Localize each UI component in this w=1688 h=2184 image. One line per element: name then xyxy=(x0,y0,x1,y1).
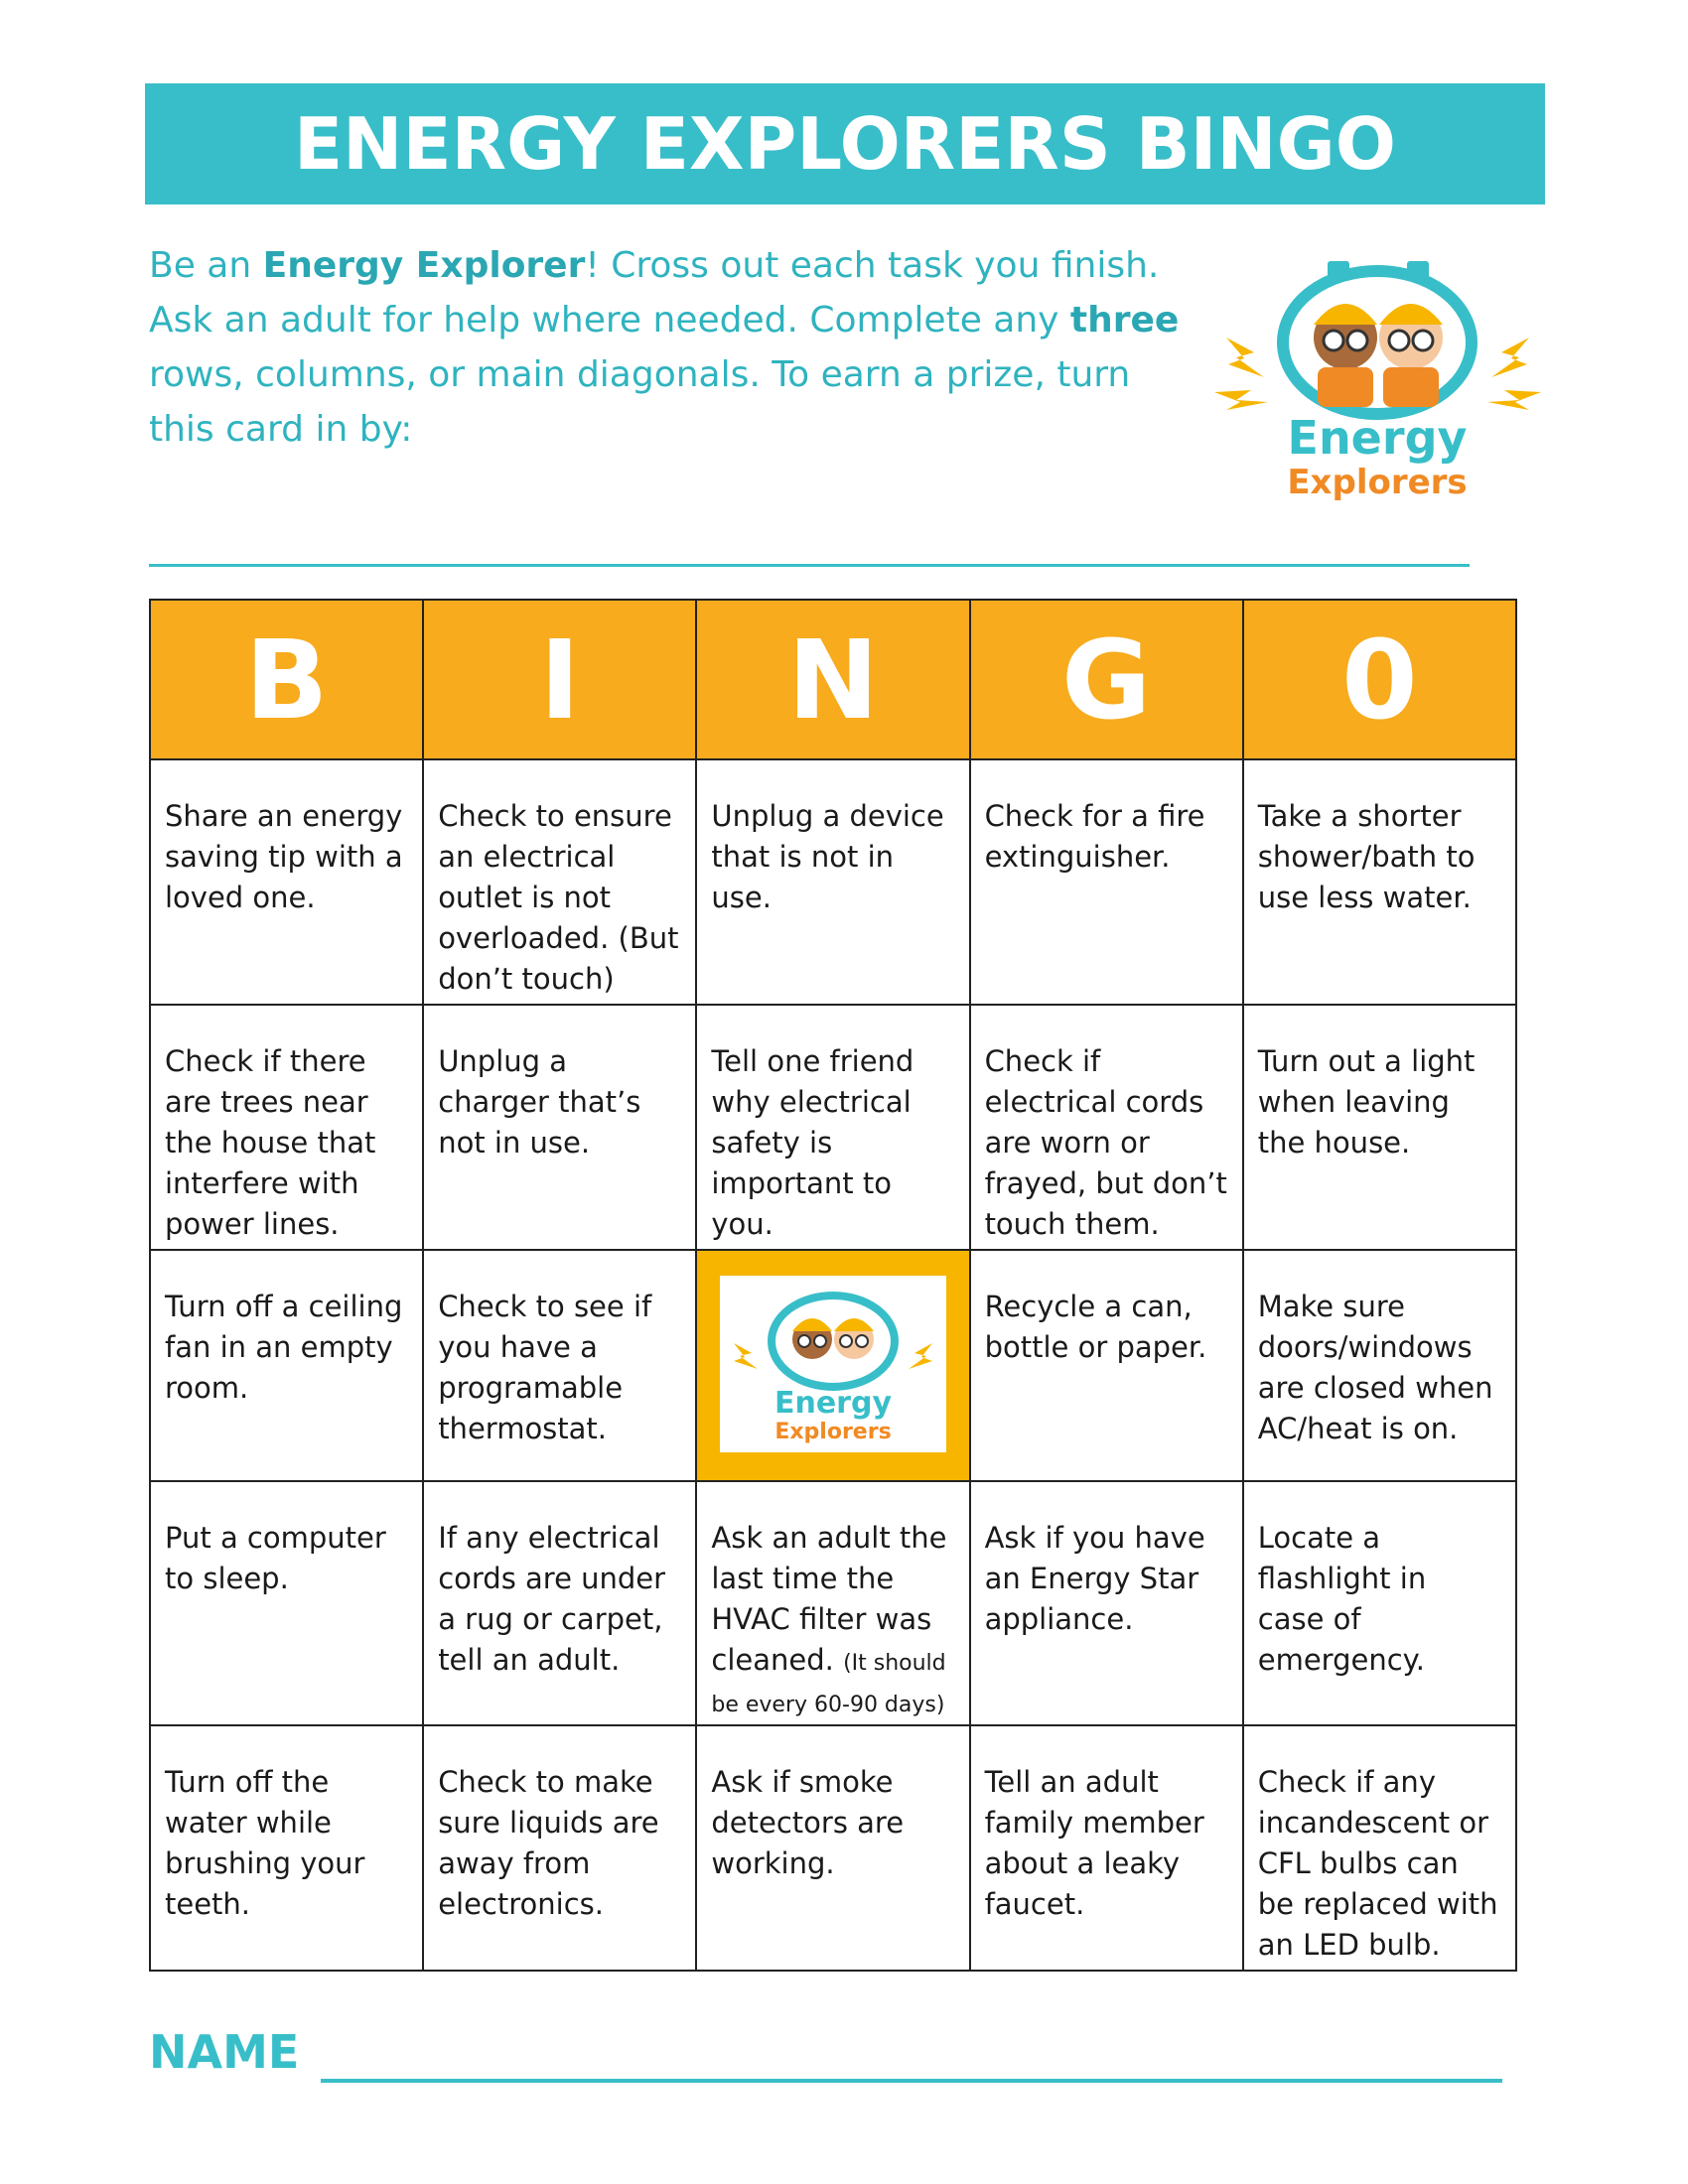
bingo-cell[interactable] xyxy=(696,1005,969,1250)
cell-text: Check to see if you have a programable thermostat. xyxy=(438,1289,652,1445)
bingo-row xyxy=(150,1725,1516,1971)
cell-text xyxy=(697,1482,968,1723)
bingo-cell[interactable] xyxy=(970,1481,1243,1726)
logo-word-energy: Energy xyxy=(1287,411,1468,465)
header-letter-g: G xyxy=(970,600,1243,759)
cell-text: Share an energy saving tip with a loved one. xyxy=(165,799,403,915)
bingo-cell[interactable] xyxy=(696,1481,969,1726)
cell-text: Check if there are trees near the house that interfere with power lines. xyxy=(165,1044,376,1242)
cell-text: Take a shorter shower/bath to use less water. xyxy=(1257,799,1476,915)
cell-text: Locate a flashlight in case of emergency. xyxy=(1257,1520,1427,1677)
bingo-card xyxy=(149,599,1517,1972)
cell-text: Check for a fire extinguisher. xyxy=(984,799,1205,875)
free-space-cell xyxy=(696,1250,969,1481)
free-space-logo xyxy=(720,1276,946,1452)
bingo-cell[interactable] xyxy=(696,1725,969,1971)
bingo-cell[interactable] xyxy=(423,1481,696,1726)
bingo-cell[interactable] xyxy=(423,1725,696,1971)
bingo-cell[interactable] xyxy=(970,759,1243,1005)
cell-text: Ask if you have an Energy Star appliance. xyxy=(984,1520,1205,1636)
name-label: NAME xyxy=(149,2025,300,2079)
title-banner xyxy=(145,83,1545,205)
cell-text: If any electrical cords are under a rug or carpet, tell an adult. xyxy=(438,1520,666,1677)
instructions xyxy=(149,238,1192,457)
bingo-cell[interactable] xyxy=(423,1005,696,1250)
header-letter-n: N xyxy=(696,600,969,759)
bingo-cell[interactable] xyxy=(1243,1250,1516,1481)
header-letter-o: 0 xyxy=(1243,600,1516,759)
intro-text-3: rows, columns, or main diagonals. To earn a prize, turn this card in by: xyxy=(149,354,1131,450)
bingo-row xyxy=(150,1250,1516,1481)
bingo-row xyxy=(150,1481,1516,1726)
bingo-cell[interactable] xyxy=(150,1250,423,1481)
cell-text: Recycle a can, bottle or paper. xyxy=(984,1289,1207,1364)
bingo-cell[interactable] xyxy=(423,759,696,1005)
bingo-row xyxy=(150,759,1516,1005)
cell-text: Make sure doors/windows are closed when AC/heat is on. xyxy=(1257,1289,1493,1445)
logo-word-explorers: Explorers xyxy=(1287,463,1468,502)
cell-text: Unplug a device that is not in use. xyxy=(711,799,944,915)
bingo-cell[interactable] xyxy=(150,759,423,1005)
cell-text: Unplug a charger that’s not in use. xyxy=(438,1044,641,1160)
bingo-cell[interactable] xyxy=(970,1725,1243,1971)
bingo-cell[interactable] xyxy=(1243,759,1516,1005)
cell-text: Check if any incandescent or CFL bulbs can be replaced with an LED bulb. xyxy=(1257,1765,1498,1963)
free-logo-word-explorers: Explorers xyxy=(774,1420,892,1445)
cell-text: Tell one friend why electrical safety is important to you. xyxy=(711,1044,914,1242)
free-logo-word-energy: Energy xyxy=(774,1386,892,1422)
cell-text: Check to ensure an electrical outlet is not overloaded. (But don’t touch) xyxy=(438,799,679,997)
cell-text: Check to make sure liquids are away from electronics. xyxy=(438,1765,659,1922)
bingo-cell[interactable] xyxy=(150,1005,423,1250)
bingo-cell[interactable] xyxy=(970,1250,1243,1481)
bingo-cell[interactable] xyxy=(970,1005,1243,1250)
cell-text: Ask if smoke detectors are working. xyxy=(711,1765,905,1881)
bingo-cell[interactable] xyxy=(1243,1481,1516,1726)
intro-bold-1: Energy Explorer xyxy=(262,245,586,286)
intro-bold-2: three xyxy=(1069,300,1180,341)
deadline-line xyxy=(149,564,1470,567)
bingo-cell[interactable] xyxy=(150,1481,423,1726)
bingo-cell[interactable] xyxy=(423,1250,696,1481)
hvac-task-text: Ask an adult the last time the HVAC filter was cleaned. xyxy=(711,1520,947,1677)
cell-text: Put a computer to sleep. xyxy=(165,1520,386,1595)
cell-text: Turn off a ceiling fan in an empty room. xyxy=(165,1289,403,1405)
cell-text: Turn out a light when leaving the house. xyxy=(1257,1044,1476,1160)
cell-text: Turn off the water while brushing your teeth. xyxy=(165,1765,365,1922)
name-line[interactable] xyxy=(321,2079,1502,2083)
energy-explorers-logo xyxy=(1206,243,1549,511)
bingo-cell[interactable] xyxy=(696,759,969,1005)
cell-text: Tell an adult family member about a leaky faucet. xyxy=(984,1765,1204,1922)
intro-text-1: Be an xyxy=(149,245,263,286)
intro-text-2: ! Cross out each task you finish. Ask an adult for help where needed. Complete any xyxy=(149,245,1160,341)
bingo-row xyxy=(150,1005,1516,1250)
cell-text: Check if electrical cords are worn or frayed, but don’t touch them. xyxy=(984,1044,1227,1242)
bingo-cell[interactable] xyxy=(150,1725,423,1971)
bingo-header-row xyxy=(150,600,1516,759)
page-title: ENERGY EXPLORERS BINGO xyxy=(294,102,1396,186)
bingo-cell[interactable] xyxy=(1243,1005,1516,1250)
bingo-cell[interactable] xyxy=(1243,1725,1516,1971)
header-letter-i: I xyxy=(423,600,696,759)
hvac-note: (It should be every 60-90 days) xyxy=(711,1650,946,1717)
header-letter-b: B xyxy=(150,600,423,759)
